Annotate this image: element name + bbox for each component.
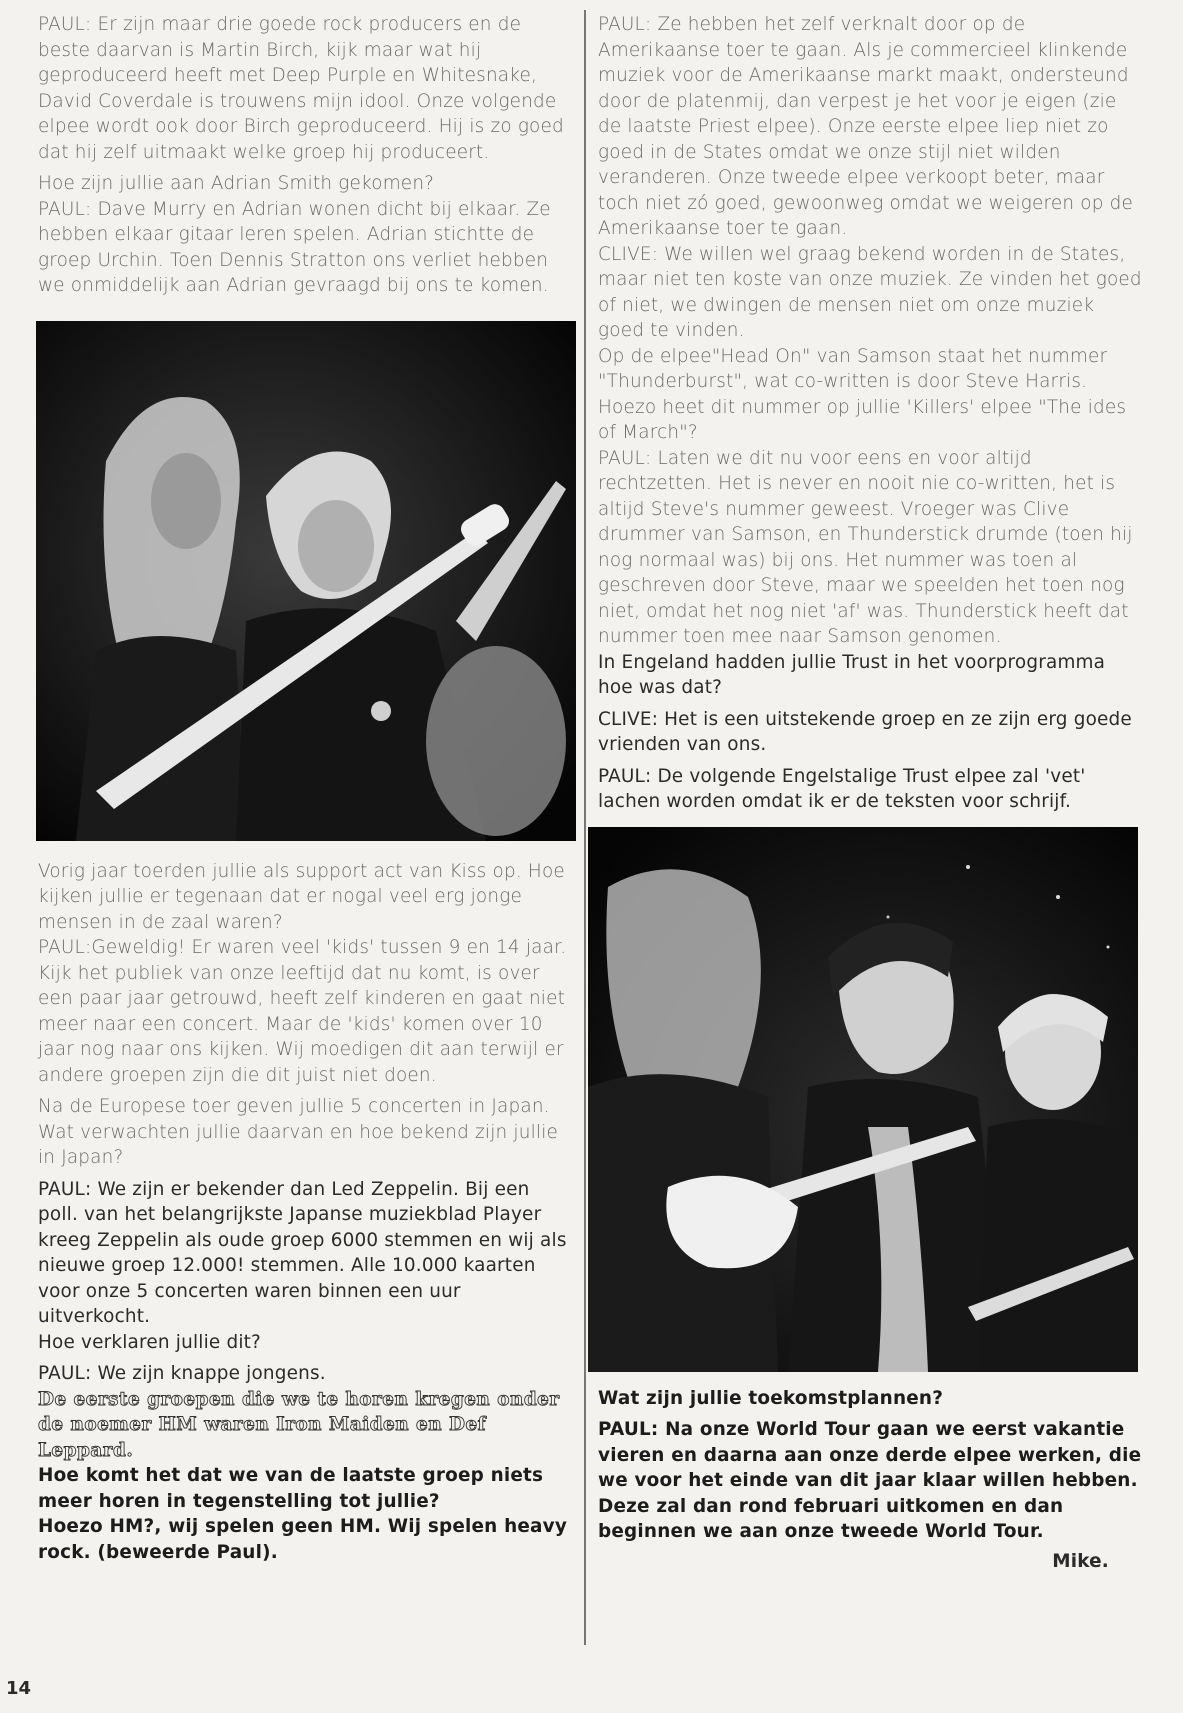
question-paragraph: Vorig jaar toerden jullie als support act van Kiss op. Hoe kijken jullie er tegenaan dat er nogal veel erg jonge mensen in de zaal waren? bbox=[38, 860, 565, 933]
author-signature: Mike. bbox=[1052, 1550, 1109, 1572]
answer-paragraph: CLIVE: We willen wel graag bekend worden in de States, maar niet ten koste van onze muziek. Ze vinden het goed of niet, we dwingen de mensen niet om onze muziek goed te vinden. bbox=[598, 243, 1142, 341]
answer-paragraph: PAUL: De volgende Engelstalige Trust elpee zal 'vet' lachen worden omdat ik er de teksten voor schrijf. bbox=[598, 765, 1086, 812]
page-number: 14 bbox=[6, 1678, 32, 1699]
left-column bbox=[38, 12, 573, 1571]
answer-paragraph: PAUL: We zijn er bekender dan Led Zeppelin. Bij een poll. van het belangrijkste Japanse muziekblad Player kreeg Zeppelin als oude groep 6000 stemmen en wij als nieuwe groep 12.000! stemmen. Alle 10.000 kaarten voor onze 5 concerten waren binnen een uur uitverkocht. bbox=[38, 1178, 567, 1327]
question-paragraph: Hoe komt het dat we van de laatste groep niets meer horen in tegenstelling tot jullie? bbox=[38, 1465, 544, 1512]
question-paragraph: Hoe zijn jullie aan Adrian Smith gekomen? bbox=[38, 173, 435, 194]
answer-paragraph: CLIVE: Het is een uitstekende groep en ze zijn erg goede vrienden van ons. bbox=[598, 708, 1132, 755]
answer-paragraph: Hoezo HM?, wij spelen geen HM. Wij spelen heavy rock. (beweerde Paul). bbox=[38, 1516, 568, 1563]
concert-photo-guitarists bbox=[36, 321, 576, 841]
question-paragraph: Na de Europese toer geven jullie 5 concerten in Japan. Wat verwachten jullie daarvan en hoe bekend zijn jullie in Japan? bbox=[38, 1096, 559, 1168]
question-paragraph: Wat zijn jullie toekomstplannen? bbox=[598, 1387, 944, 1409]
answer-paragraph: PAUL: Laten we dit nu voor eens en voor altijd rechtzetten. Het is never en nooit nie co-written, het is altijd Steve's nummer geweest. Vroeger was Clive drummer van Samson, en Thunderstick drumde (toen hij nog normaal was) bij ons. Het nummer was toen al geschreven door Steve, maar we speelden het toen nog niet, omdat het nog niet 'af' was. Thunderstick heeft dat nummer toen mee naar Samson genomen. bbox=[598, 447, 1133, 647]
outline-text-paragraph: De eerste groepen die we te horen kregen onder de noemer HM waren Iron Maiden en Def Leppard. bbox=[38, 1388, 560, 1461]
answer-paragraph: PAUL:Geweldig! Er waren veel 'kids' tussen 9 en 14 jaar. Kijk het publiek van onze leeftijd dat nu komt, is over een paar jaar getrouwd, heeft zelf kinderen en gaat niet meer naar een concert. Maar de 'kids' komen over 10 jaar nog naar ons kijken. Wij moedigen dit aan terwijl er andere groepen zijn die dit juist niet doen. bbox=[38, 937, 567, 1086]
right-column bbox=[598, 12, 1143, 1574]
concert-photo-band bbox=[588, 827, 1138, 1372]
question-paragraph: Op de elpee"Head On" van Samson staat het nummer "Thunderburst", wat co-written is door Steve Harris. Hoezo heet dit nummer op jullie 'Killers' elpee "The ides of March"? bbox=[598, 345, 1127, 443]
answer-paragraph: PAUL: Er zijn maar drie goede rock producers en de beste daarvan is Martin Birch, kijk maar wat hij geproduceerd heeft met Deep Purple en Whitesnake, David Coverdale is trouwens mijn idool. Onze volgende elpee wordt ook door Birch geproduceerd. Hij is zo goed dat hij zelf uitmaakt welke groep hij produceert. bbox=[38, 14, 564, 163]
answer-paragraph: PAUL: Dave Murry en Adrian wonen dicht bij elkaar. Ze hebben elkaar gitaar leren spelen. Adrian stichtte de groep Urchin. Toen Dennis Stratton ons verliet hebben we onmiddelijk aan Adrian gevraagd bij ons te komen. bbox=[38, 198, 551, 296]
question-paragraph: Hoe verklaren jullie dit? bbox=[38, 1331, 262, 1353]
question-paragraph: In Engeland hadden jullie Trust in het voorprogramma hoe was dat? bbox=[598, 651, 1106, 698]
column-divider bbox=[584, 10, 586, 1645]
answer-paragraph: PAUL: Ze hebben het zelf verknalt door op de Amerikaanse toer te gaan. Als je commercieel klinkende muziek voor de Amerikaanse markt maakt, ondersteund door de platenmij, dan verpest je het voor je eigen (zie de laatste Priest elpee). Onze eerste elpee liep niet zo goed in de States omdat we onze stijl niet wilden veranderen. Onze tweede elpee verkoopt beter, maar toch niet zó goed, gewoonweg omdat we weigeren op de Amerikaanse toer te gaan. bbox=[598, 14, 1134, 239]
answer-paragraph: PAUL: We zijn knappe jongens. bbox=[38, 1363, 326, 1384]
answer-paragraph: PAUL: Na onze World Tour gaan we eerst vakantie vieren en daarna aan onze derde elpee werken, die we voor het einde van dit jaar klaar willen hebben. Deze zal dan rond februari uitkomen en dan beginnen we aan onze tweede World Tour. bbox=[598, 1419, 1142, 1542]
